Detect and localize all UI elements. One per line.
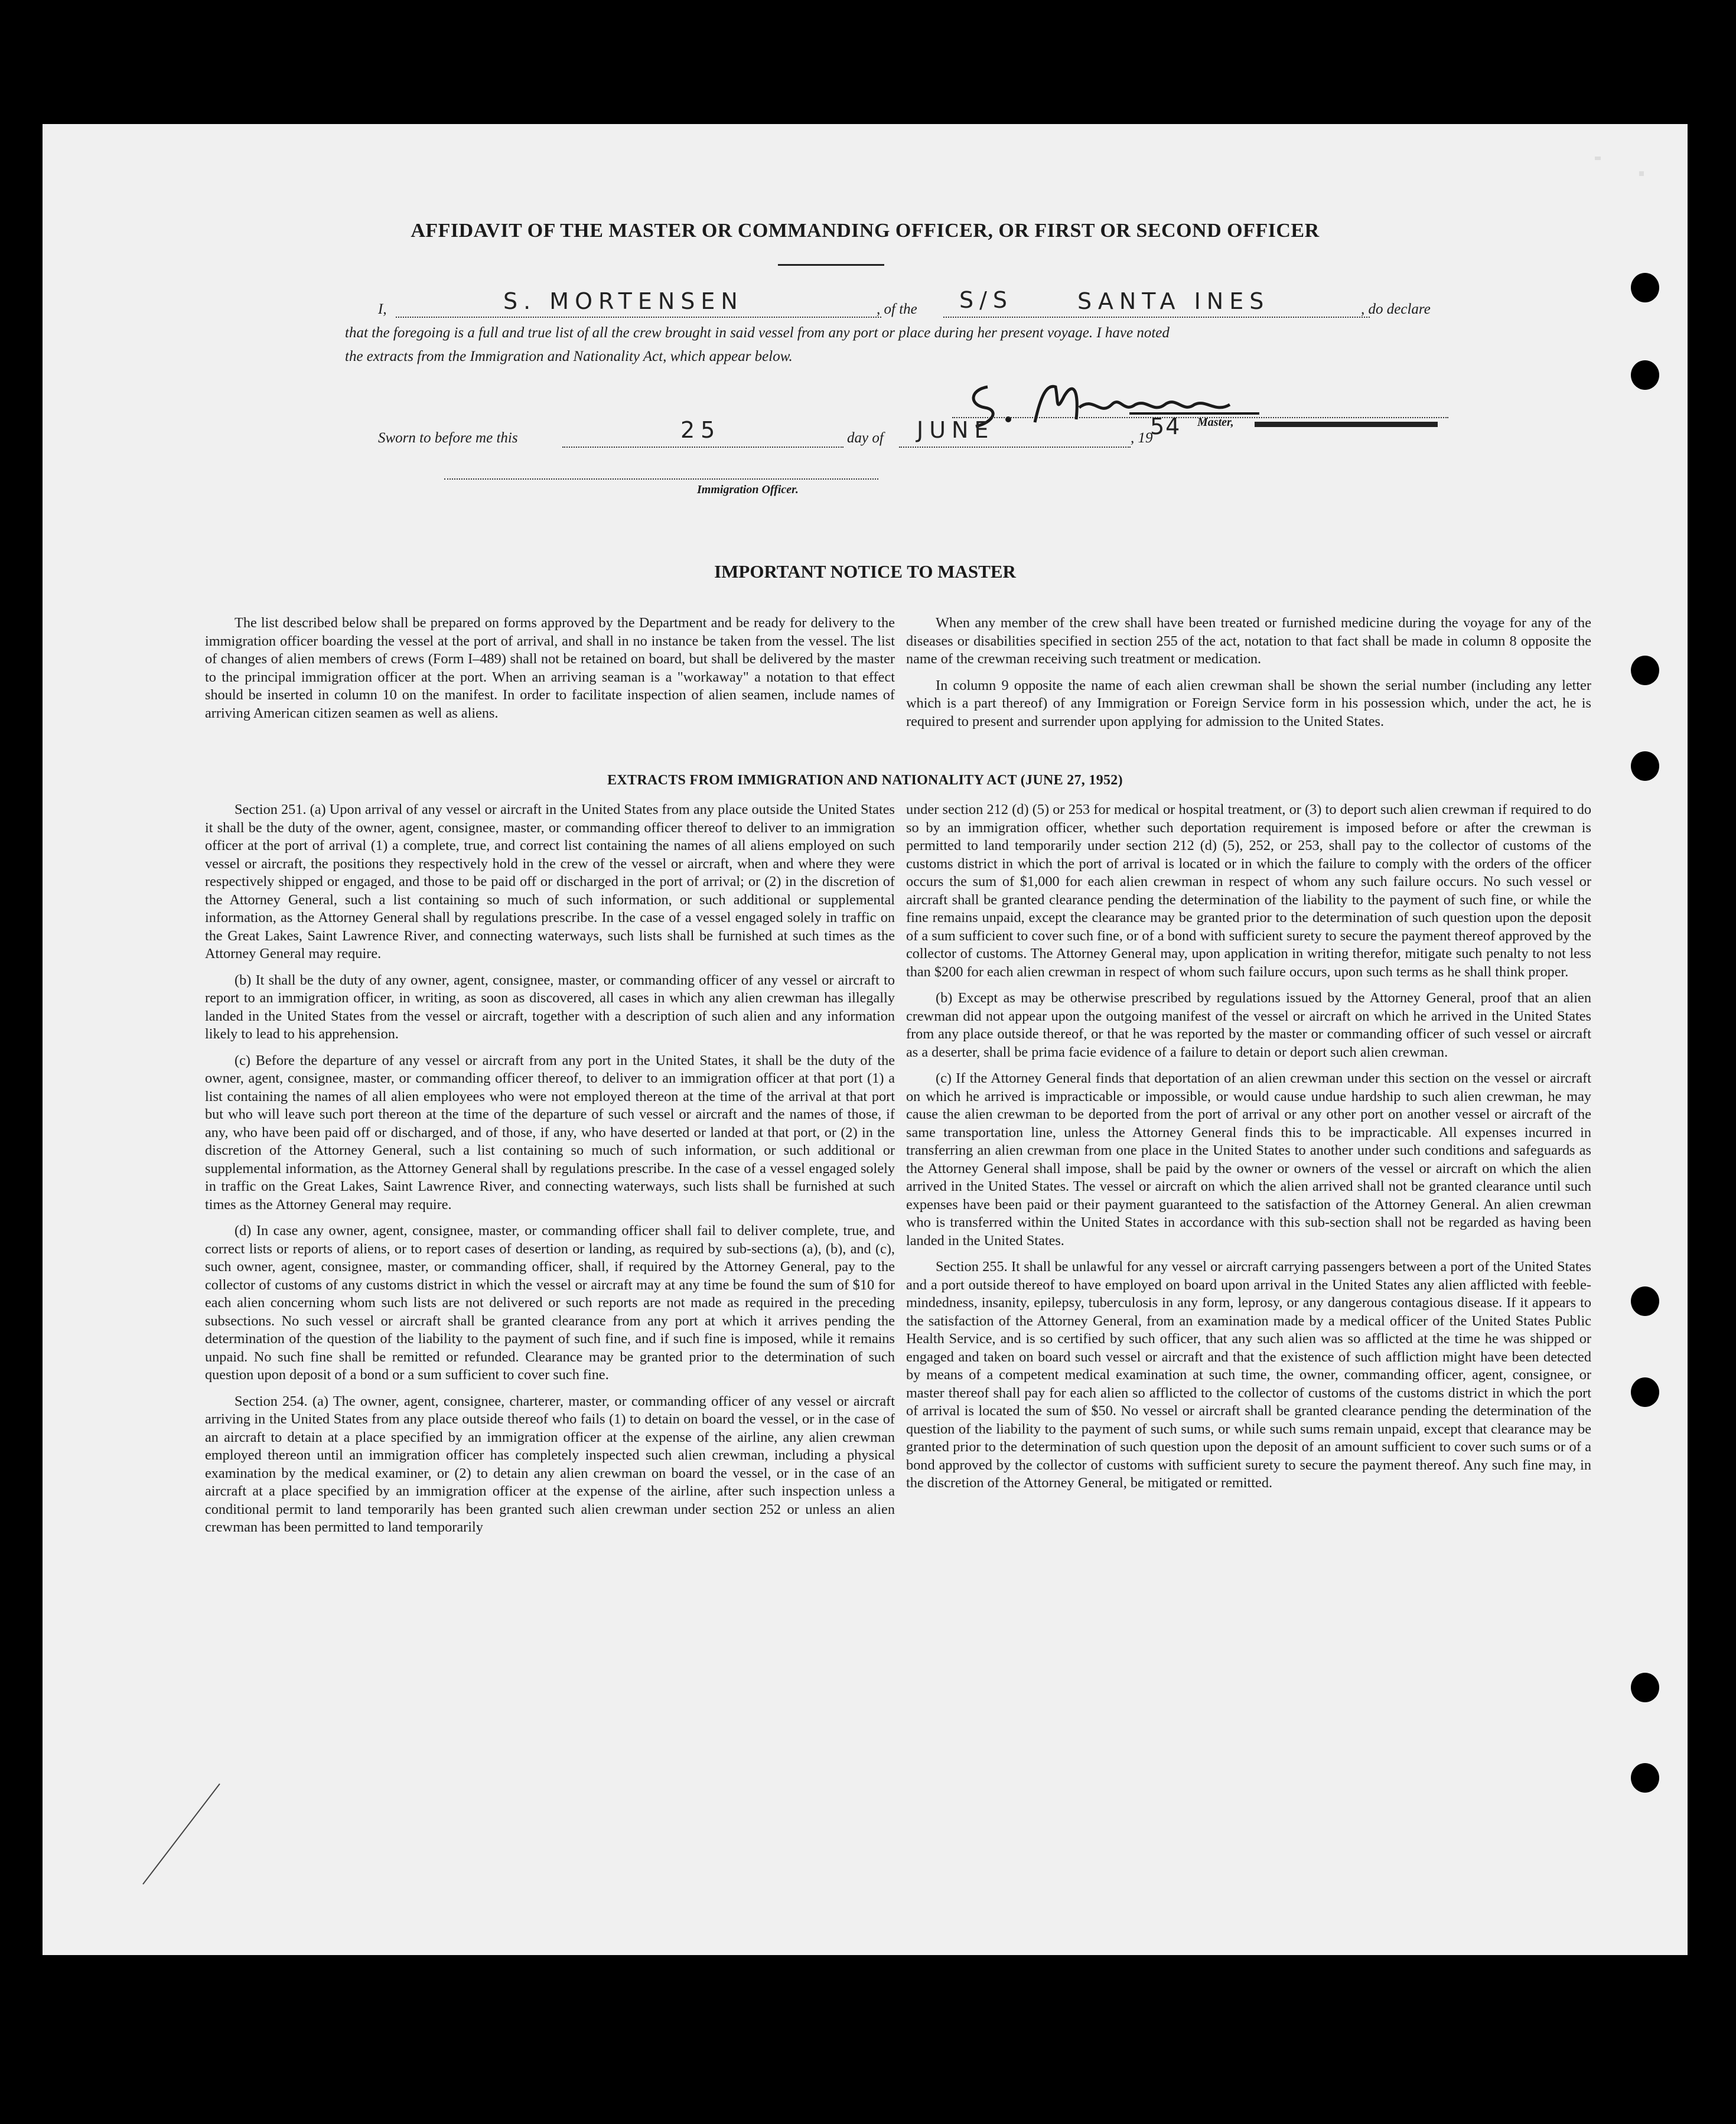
vessel-dotted-line xyxy=(943,317,1370,318)
punch-hole xyxy=(1631,273,1659,302)
notice-paragraph: In column 9 opposite the name of each alien crewman shall be shown the serial number (including any letter which is a part thereof) of any Immigration or Foreign Service form in his possession which, under the act, he is required to present and surrender upon applying for admission to the United States. xyxy=(906,677,1591,729)
sworn-month: JUNE xyxy=(917,417,995,443)
punch-hole xyxy=(1631,1763,1659,1793)
title-rule xyxy=(778,264,884,266)
punch-hole xyxy=(1631,1673,1659,1702)
declaration-line-3: the extracts from the Immigration and Nationality Act, which appear below. xyxy=(345,348,793,364)
punch-hole xyxy=(1631,360,1659,390)
extracts-left-column xyxy=(205,801,895,1545)
notice-paragraph: The list described below shall be prepared on forms approved by the Department and be ready for delivery to the immigration officer boarding the vessel at the port of arrival, and shall in no instance be taken from the vessel. The list of changes of alien members of crews (Form I–489) shall not be retained on board, but shall be delivered by the master to the principal immigration officer at the port. When an arriving seaman is a "workaway" a notation to that effect should be inserted in column 10 on the manifest. In order to facilitate inspection of alien seamen, include names of arriving American citizen seamen as well as aliens. xyxy=(205,615,895,721)
section-paragraph: under section 212 (d) (5) or 253 for medical or hospital treatment, or (3) to deport such alien crewman if required to do so by an immigration officer, whether such deportation requirement is imposed before or after the crewman is permitted to land temporarily under section 212 (d) (5), 252, or 253, shall pay to the collector of customs of the customs district in which the port of arrival is located or in which the failure to comply with the orders of the officer occurs the sum of $1,000 for each alien crewman in respect of whom any such failure occurs. No such vessel or aircraft shall be granted clearance pending the determination of the liability to the payment of such fine, or while the fine remains unpaid, except the clearance may be granted prior to the determination of such question upon the deposit of a sum sufficient to cover such fine, or of a bond with sufficient surety to secure the payment thereof approved by the collector of customs. The Attorney General may, upon application in writing therefor, mitigate such penalty to not less than $200 for each alien crewman in respect of whom such failure occurs, upon such terms as he shall think proper. xyxy=(906,802,1591,980)
punch-hole xyxy=(1631,1286,1659,1316)
month-dotted-line xyxy=(899,447,1131,448)
punch-hole xyxy=(1631,1377,1659,1407)
master-signature xyxy=(952,372,1330,437)
section-paragraph: Section 251. (a) Upon arrival of any vessel or aircraft in the United States from any place outside the United States it shall be the duty of the owner, agent, consignee, master, or commanding officer thereof to deliver to an immigration officer at the port of arrival (1) a complete, true, and correct list containing the names of all aliens employed on such vessel or aircraft, the positions they respectively hold in the crew of the vessel or aircraft, when and where they were respectively shipped or engaged, and those to be paid off or discharged in the port of arrival; or (2) in the discretion of the Attorney General, such a list containing so much of such information, or such additional or supplemental information, as the Attorney General shall by regulations prescribe. In the case of a vessel engaged solely in traffic on the Great Lakes, Saint Lawrence River, and connecting waterways, such lists shall be furnished at such times as the Attorney General may require. xyxy=(205,802,895,962)
declaration-prefix: I, xyxy=(378,301,387,317)
section-paragraph: (b) Except as may be otherwise prescribed by regulations issued by the Attorney General, proof that an alien crewman did not appear upon the outgoing manifest of the vessel or aircraft on which he arrived in the United States from any place outside thereof, or that he was reported by the master or commanding officer of such vessel or aircraft as a deserter, shall be prima facie evidence of a failure to detain or deport such alien crewman. xyxy=(906,990,1591,1060)
affidavit-sheet xyxy=(43,124,1688,1955)
notice-left-column xyxy=(205,614,895,731)
notice-right-column xyxy=(906,614,1591,739)
section-paragraph: Section 255. It shall be unlawful for any vessel or aircraft carrying passengers between a port of the United States and a port outside thereof to have employed on board upon arrival in the United States any alien afflicted with feeble-mindedness, insanity, epilepsy, tuberculosis in any form, leprosy, or any dangerous contagious disease. If it appears to the satisfaction of the Attorney General, from an examination made by a medical officer of the United States Public Health Service, and is so certified by such officer, that any such alien was so afflicted at the time he was shipped or engaged and taken on board such vessel or aircraft and that the existence of such affliction might have been detected by means of a competent medical examination at such time, the owner, commanding officer, agent, consignee, or master thereof shall pay for each alien so afflicted to the collector of customs of the customs district in which the port of arrival is located the sum of $50. No vessel or aircraft shall be granted clearance pending the determination of the question of the liability to the payment of such sums, or while such sums remain unpaid, except that clearance may be granted prior to the determination of such question upon the deposit of an amount sufficient to cover such sums or of a bond approved by the collector of customs with sufficient surety to secure the payment thereof. Any such fine may, in the discretion of the Attorney General, be mitigated or remitted. xyxy=(906,1259,1591,1491)
do-declare-label: , do declare xyxy=(1361,301,1431,317)
of-the-label: , of the xyxy=(877,301,917,317)
scan-speck xyxy=(1639,171,1644,176)
struck-officer-title xyxy=(1255,422,1438,427)
notice-title: IMPORTANT NOTICE TO MASTER xyxy=(714,561,1016,582)
section-paragraph: (c) Before the departure of any vessel or aircraft from any port in the United States, it shall be the duty of the owner, agent, consignee, master, or commanding officer thereof, to deliver to an immigration officer at that port (1) a list containing the names of all alien employees who were not employed thereon at the time of the arrival at that port but who will leave such port thereon at the time of the departure of such vessel or aircraft and the names of those, if any, who have been paid off or discharged, and of those, if any, who have deserted or landed at that port, or (2) in the discretion of the Attorney General, such a list containing so much of such information, or such additional or supplemental information, as the Attorney General shall by regulations prescribe. In the case of a vessel engaged solely in traffic on the Great Lakes, Saint Lawrence River, and connecting waterways, such lists shall be furnished at such times as the Attorney General may require. xyxy=(205,1052,895,1213)
affidavit-title: AFFIDAVIT OF THE MASTER OR COMMANDING OFFICER, OR FIRST OR SECOND OFFICER xyxy=(411,220,1320,242)
immigration-officer-label: Immigration Officer. xyxy=(697,483,799,496)
sworn-year: 54 xyxy=(1150,413,1181,439)
year-prefix: , 19 xyxy=(1131,430,1153,446)
section-paragraph: Section 254. (a) The owner, agent, consignee, charterer, master, or commanding officer of any vessel or aircraft arriving in the United States from any place outside thereof who fails (1) to detain on board the vessel, or in the case of an aircraft to detain at a place specified by an immigration officer at the expense of the airline, any alien crewman employed thereon until an immigration officer has completely inspected such alien crewman, including a physical examination by the medical examiner, or (2) to detain any alien crewman on board the vessel, or in the case of an aircraft at a place specified by an immigration officer at the expense of the airline, after such inspection unless a conditional permit to land temporarily has been granted such alien crewman under section 252 or unless an alien crewman has been permitted to land temporarily xyxy=(205,1393,895,1535)
section-paragraph: (c) If the Attorney General finds that deportation of an alien crewman under this section on the vessel or aircraft on which he arrived is impracticable or impossible, or would cause undue hardship to such alien crewman, he may cause the alien crewman to be deported from the port of arrival or any other port on another vessel or aircraft of the same transportation line, unless the Attorney General finds this to be impracticable. All expenses incurred in transferring an alien crewman from one place in the United States to another under such conditions and safeguards as the Attorney General shall impose, shall be paid by the owner or owners of the vessel or aircraft on which the alien arrived in the United States. The vessel or aircraft on which the alien arrived shall not be granted clearance until such expenses have been paid or their payment guaranteed to the satisfaction of the Attorney General. An alien crewman who is transferred within the United States in accordance with this sub-section shall not be regarded as having been landed in the United States. xyxy=(906,1070,1591,1249)
day-of-label: day of xyxy=(847,430,884,446)
vessel-name: SANTA INES xyxy=(1077,288,1270,314)
scan-speck xyxy=(1595,157,1601,160)
signature-title-label: Master, xyxy=(1197,416,1234,429)
day-dotted-line xyxy=(562,447,843,448)
scan-mark xyxy=(131,1778,226,1890)
immigration-officer-line xyxy=(444,478,878,480)
vessel-prefix: S/S xyxy=(959,287,1014,313)
master-name: S. MORTENSEN xyxy=(503,288,744,314)
notice-paragraph: When any member of the crew shall have been treated or furnished medicine during the voyage for any of the diseases or disabilities specified in section 255 of the act, notation to that fact shall be made in column 8 opposite the name of the crewman receiving such treatment or medication. xyxy=(906,615,1591,667)
extracts-title: EXTRACTS FROM IMMIGRATION AND NATIONALITY ACT (JUNE 27, 1952) xyxy=(607,773,1123,788)
extracts-right-column xyxy=(906,801,1591,1501)
section-paragraph: (b) It shall be the duty of any owner, agent, consignee, master, or commanding officer of any vessel or aircraft to report to an immigration officer, in writing, as soon as discovered, all cases in which any alien crewman has illegally landed in the United States from the vessel or aircraft, together with a description of such alien and any information likely to lead to his apprehension. xyxy=(205,972,895,1042)
section-paragraph: (d) In case any owner, agent, consignee, master, or commanding officer shall fail to deliver complete, true, and correct lists or reports of aliens, or to report cases of desertion or landing, as required by sub-sections (a), (b), and (c), such owner, agent, consignee, master, or commanding officer, shall, if required by the Attorney General, pay to the collector of customs of any customs district in which the vessel or aircraft may at any time be found the sum of $10 for each alien concerning whom such lists are not delivered or such reports are not made as required in the preceding subsections. No such vessel or aircraft shall be granted clearance from any port at which it arrives pending the determination of the question of the liability to the payment of such fine, and if such fine is imposed, while it remains unpaid. No such fine shall be remitted or refunded. Clearance may be granted prior to the determination of such question upon deposit of a bond or a sum sufficient to cover such fine. xyxy=(205,1223,895,1383)
punch-hole xyxy=(1631,656,1659,685)
declaration-line-2: that the foregoing is a full and true list of all the crew brought in said vessel from any port or place during her present voyage. I have noted xyxy=(345,325,1170,341)
sworn-label: Sworn to before me this xyxy=(378,430,518,446)
name-dotted-line xyxy=(396,317,881,318)
sworn-day: 25 xyxy=(680,417,721,443)
